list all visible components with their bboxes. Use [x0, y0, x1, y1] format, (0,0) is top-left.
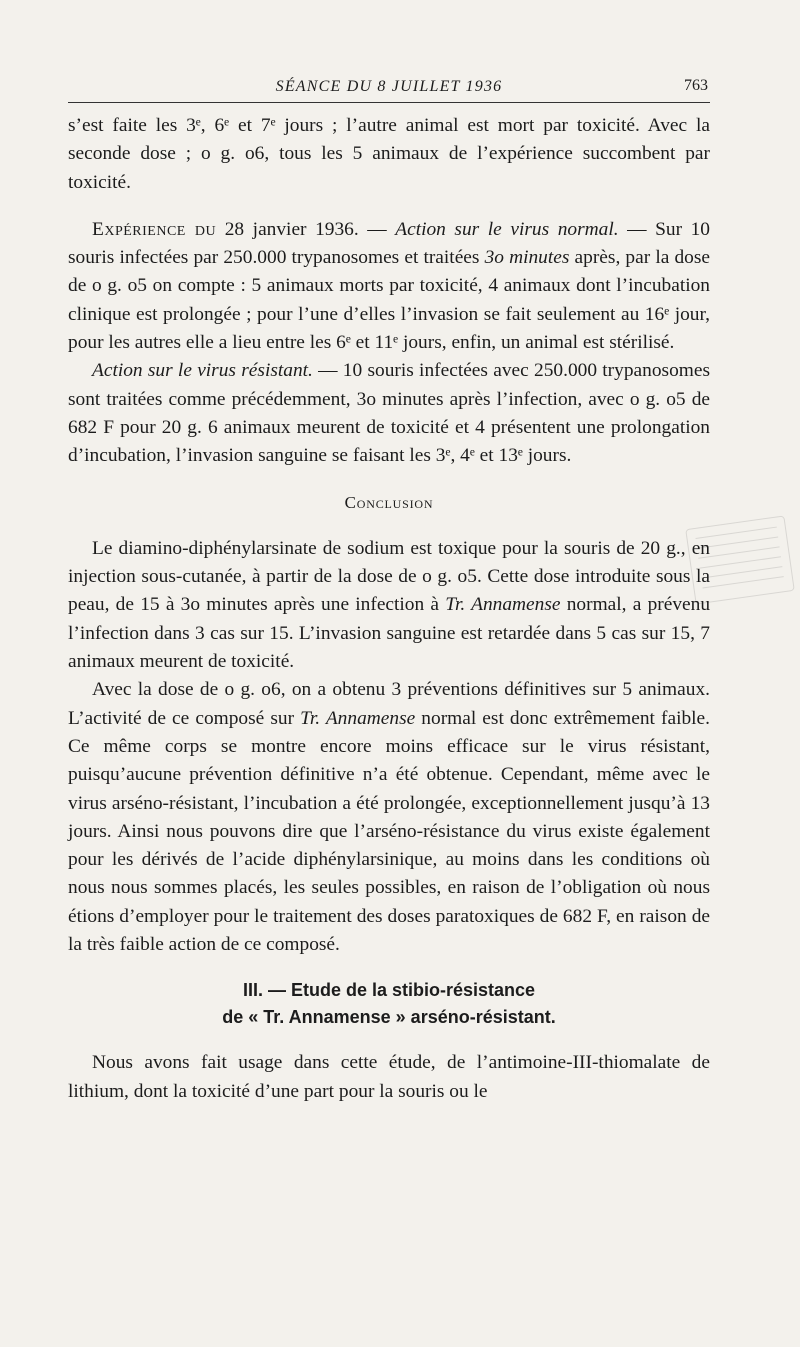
page-header [68, 74, 710, 103]
species-name: Tr. Annamense [300, 707, 416, 729]
resistant-heading: Action sur le virus résistant. [92, 360, 313, 382]
experiment-label: Expérience du [92, 218, 217, 240]
paragraph-conclusion-1: Le diamino-diphénylarsinate de sodium est toxique pour la souris de 20 g., en injection sous-cutanée, à partir de la dose de o g. o5. Cette dose introduite sous la peau, de 15 à 3o minutes après une infection à Tr. Annamense normal, a prévenu l’infection dans 3 cas sur 15. L’invasion sanguine est retardée dans 5 cas sur 15, 7 animaux meurent de toxicité. [68, 537, 711, 673]
conclusion-title: Conclusion [344, 492, 434, 512]
running-title: SÉANCE DU 8 JUILLET 1936 [275, 78, 503, 95]
page-number: 763 [684, 77, 708, 94]
species-name: Tr. Annamense [445, 594, 561, 616]
section-title-line-1: III. — Etude de la stibio-résistance [242, 980, 536, 1001]
experiment-heading: Action sur le virus normal. [395, 218, 619, 240]
paragraph-continuation: s’est faite les 3ᵉ, 6ᵉ et 7ᵉ jours ; l’autre animal est mort par toxicité. Avec la seconde dose ; o g. o6, tous les 5 animaux de l’expérience succombent par toxicité. [68, 115, 710, 193]
paragraph-resistant: Action sur le virus résistant. — 10 souris infectées avec 250.000 trypanosomes sont traitées comme précédemment, 3o minutes après l’infection, avec o g. o5 de 682 F pour 20 g. 6 animaux meurent de toxicité et 4 présentent une prolongation d’incubation, l’invasion sanguine se faisant les 3ᵉ, 4ᵉ et 13ᵉ jours. [68, 360, 710, 467]
experiment-date: 28 janvier 1936. [224, 218, 359, 240]
paragraph-final: Nous avons fait usage dans cette étude, de l’antimoine-III-thiomalate de lithium, dont la toxicité d’une part pour la souris ou le [68, 1052, 710, 1102]
section-title-line-2: de « Tr. Annamense » arséno-résistant. [222, 1007, 556, 1028]
body-text [68, 112, 710, 1106]
paragraph-conclusion-2: Avec la dose de o g. o6, on a obtenu 3 préventions définitives sur 5 animaux. L’activité de ce composé sur Tr. Annamense normal est donc extrêmement faible. Ce même corps se montre encore moins efficace sur le virus résistant, puisqu’aucune prévention définitive n’a été obtenue. Cependant, même avec le virus arséno-résistant, l’incubation a été prolongée, exceptionnellement jusqu’à 13 jours. Ainsi nous pouvons dire que l’arséno-résistance du virus existe également pour les dérivés de l’acide diphénylarsinique, au moins dans les conditions où nous nous sommes placés, les seules possibles, en raison de l’obligation où nous étions d’employer pour le traitement des doses paratoxiques de 682 F, en raison de la très faible action de ce composé. [68, 679, 710, 956]
experiment-emphasis: 3o minutes [484, 247, 570, 269]
paragraph-experiment: Expérience du 28 janvier 1936. — Action sur le virus normal. — Sur 10 souris infectées par 250.000 trypanosomes et traitées 3o minutes après, par la dose de o g. o5 on compte : 5 animaux morts par toxicité, 4 animaux dont l’incubation clinique est prolongée ; pour l’une d’elles l’invasion se fait seulement au 16ᵉ jour, pour les autres elle a lieu entre les 6ᵉ et 11ᵉ jours, enfin, un animal est stérilisé. [68, 218, 710, 354]
